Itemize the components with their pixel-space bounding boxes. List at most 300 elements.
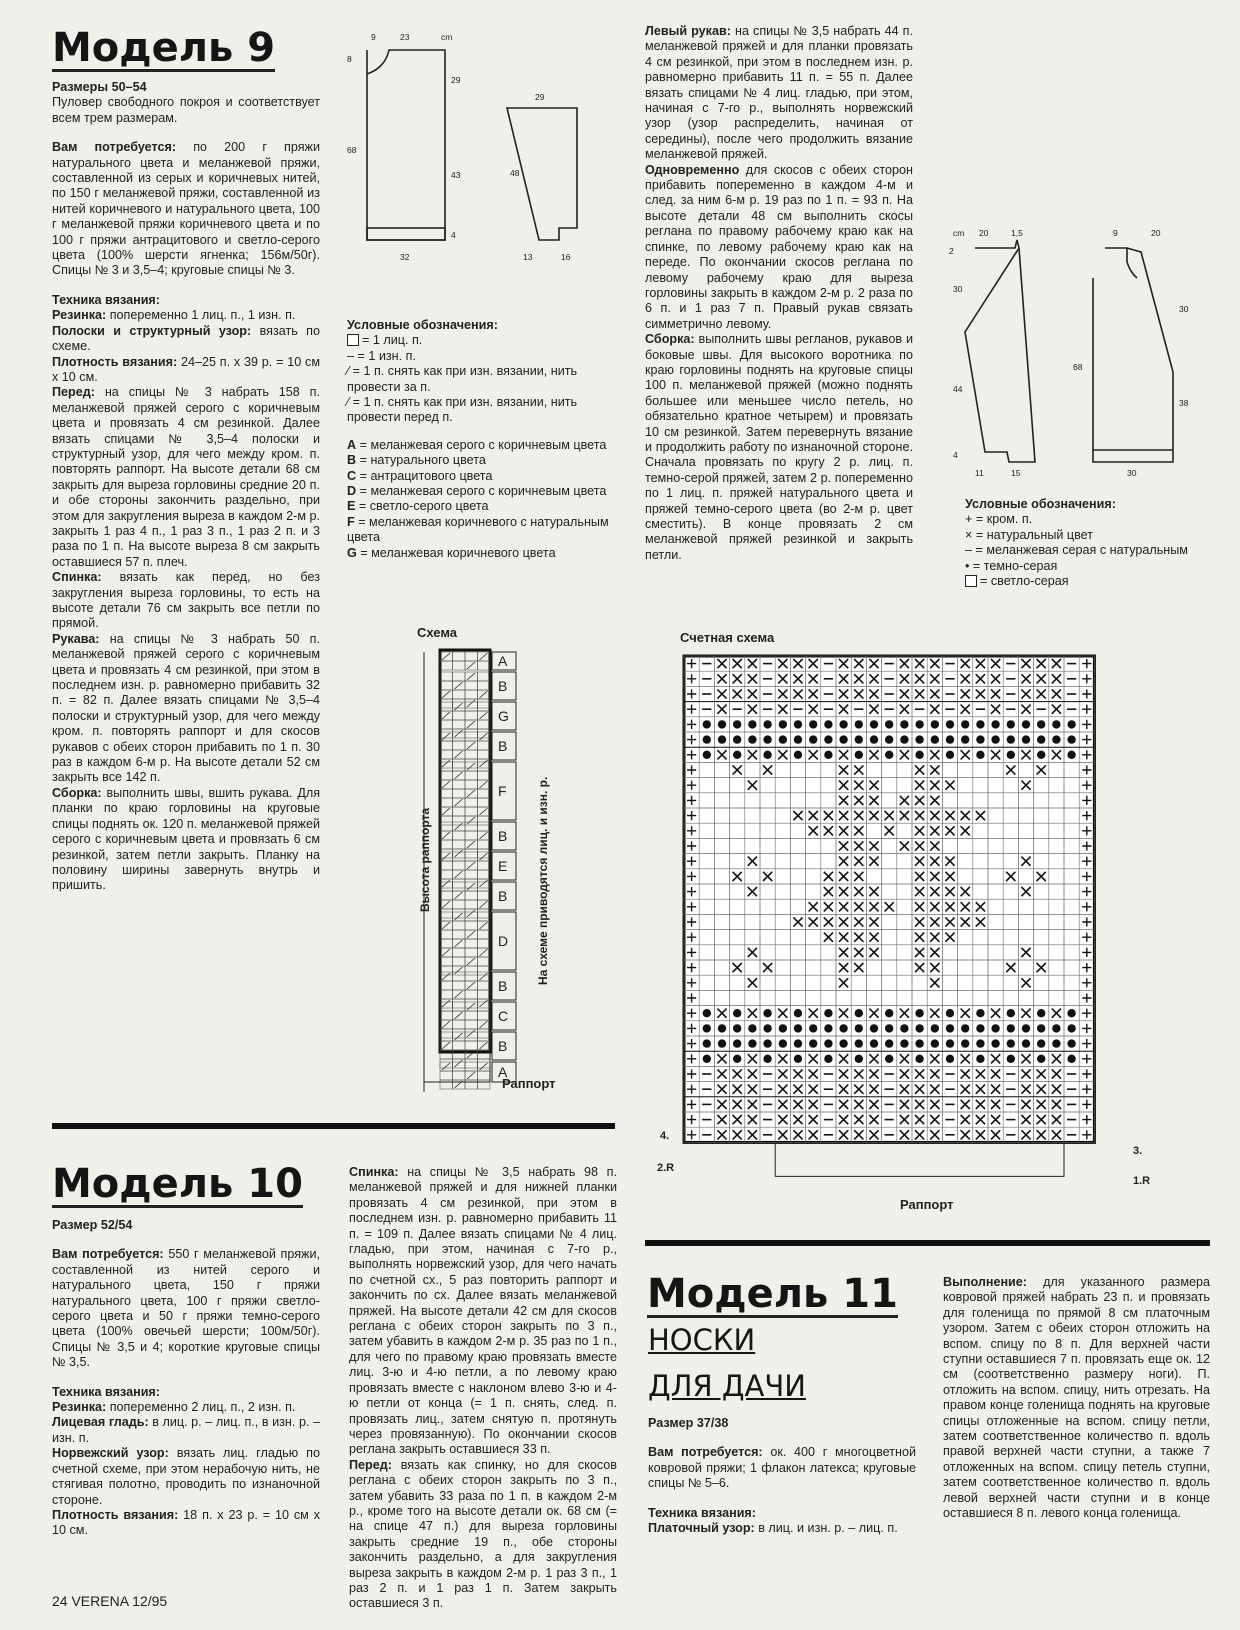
- gauge-text: 24–25 п. х 39 р. = 10 см х 10 см.: [52, 354, 320, 384]
- stripes-label: Полоски и структурный узор:: [52, 323, 252, 338]
- schema-cell: [465, 798, 478, 807]
- dark-gray-stitch-mark: [1037, 1055, 1045, 1063]
- dim-h68: 68: [347, 145, 357, 155]
- sleeve-text: на спицы № 3 набрать 50 п. меланжевой пряжей серого с коричневым цвета и провязать 4 см резинкой, при этом в последнем изн. р. равномерно прибавить 32 п. = 82 п. Далее вязать спицами № 3,5–4 полоски и структурный узор, для чего между кром. п. повторять раппорт и для скосов рукавов с обеих сторон прибавить по 1 п. 30 раз в каждом 6-м р. На высоте детали 52 см закрыть все 142 п.: [52, 631, 320, 785]
- schema-key-label: B: [498, 738, 508, 754]
- model-11-text-col2: [943, 1275, 1210, 1522]
- back-text: вязать как перед, но без закругления выреза горловины, то есть на высоте детали 76 см закрыть все петли по прямой.: [52, 570, 320, 631]
- schema-cell: [453, 1002, 466, 1011]
- schema-cell: [440, 720, 453, 729]
- schema-cell: [440, 861, 453, 870]
- schema-cell: [478, 1032, 491, 1041]
- schema-cell: [453, 957, 466, 966]
- schema-cell: [465, 966, 478, 975]
- dark-gray-stitch-mark: [794, 735, 802, 743]
- dark-gray-stitch-mark: [1067, 720, 1075, 728]
- dark-gray-stitch-mark: [900, 720, 908, 728]
- schema-key-label: A: [498, 1064, 508, 1080]
- dim-20: 20: [979, 228, 989, 238]
- model-10-text-col1: [52, 1218, 320, 1539]
- slip-mark: [467, 1030, 475, 1037]
- need-text: 550 г меланжевой пряжи, составленной из нитей серого и натурального цвета, 150 г пряжи натурального цвета, 100 г пряжи светло-серого цвета и 50 г пряжи темно-серого цвета (100% овечьей шерсти; 100м/50г). Спицы № 3,5 и 4; короткие круговые спицы № 3,5.: [52, 1247, 320, 1370]
- slip-mark: [455, 1033, 463, 1040]
- slip-mark: [455, 751, 463, 758]
- dim-44: 44: [953, 384, 963, 394]
- schema-cell: [453, 711, 466, 720]
- dark-gray-stitch-mark: [976, 1009, 984, 1017]
- legend-item: – = меланжевая серая с натуральным: [965, 543, 1188, 558]
- color-text: = светло-серого цвета: [358, 499, 489, 514]
- schema-cell: [440, 661, 453, 670]
- schema-cell: [478, 672, 491, 681]
- dark-gray-stitch-mark: [885, 1024, 893, 1032]
- color-text: = меланжевая коричневого цвета: [360, 545, 556, 560]
- slip-mark: [467, 1003, 475, 1010]
- schema-key-label: G: [498, 708, 509, 724]
- dark-gray-stitch-mark: [1037, 1039, 1045, 1047]
- schema-cell: [465, 900, 478, 909]
- lsleeve-text: на спицы № 3,5 набрать 44 п. меланжевой пряжей и для планки провязать 4 см резинкой, при этом в последнем изн. р. равномерно прибавить 11 п. = 55 п. Далее вязать спицами № 4 лиц. гладью, при этом, начиная с 7-го р., выполнять норвежский узор (узор распределить, начиная от середины), после чего продолжить вязание меланжевой пряжей.: [645, 24, 913, 162]
- dark-gray-stitch-mark: [703, 1055, 711, 1063]
- schema-cell: [453, 861, 466, 870]
- need-label: Вам потребуется:: [52, 140, 177, 155]
- dark-gray-stitch-mark: [946, 1039, 954, 1047]
- gauge-label: Плотность вязания:: [52, 1507, 179, 1522]
- dark-gray-stitch-mark: [718, 1024, 726, 1032]
- schema-cell: [478, 930, 491, 939]
- legend-title: Условные обозначения:: [347, 318, 498, 332]
- dark-gray-stitch-mark: [855, 1009, 863, 1017]
- slip-mark: [467, 790, 475, 797]
- schema-cell: [440, 909, 453, 918]
- dark-gray-stitch-mark: [870, 735, 878, 743]
- dark-gray-stitch-mark: [915, 735, 923, 743]
- schema-height-label: Высота раппорта: [418, 807, 432, 912]
- legend-item: • = темно-серая: [965, 558, 1058, 573]
- exec-label: Выполнение:: [943, 1275, 1027, 1289]
- front-text: на спицы № 3 набрать 158 п. меланжевой пряжей серого с коричневым цвета и провязать 4 см резинкой. Далее вязать спицами № 3,5–4 полоски и структурный узор, для чего между кром. п. повторять раппорт. На высоте детали 68 см закрыть для выреза горловины средние 20 п. и обе стороны закончить раздельно, при этом для закругления выреза в каждом 2-м р. закрыть 1 раз 4 п., 1 раз 3 п., 1 раз 2 п. и 3 раза по 1 п. На высоте выреза 8 см закрыть оставшиеся 57 п. плеч.: [52, 385, 320, 569]
- tech-label: Техника вязания:: [648, 1505, 756, 1520]
- chart-title: Счетная схема: [680, 630, 775, 645]
- color-key: G: [347, 545, 357, 560]
- schema-cell: [465, 1041, 478, 1050]
- schema-cell: [478, 771, 491, 780]
- legend-item: ⁄ = 1 п. снять как при изн. вязании, нить провести за п.: [347, 364, 578, 394]
- dim-30: 30: [953, 284, 963, 294]
- schema-cell: [478, 661, 491, 670]
- schema-cell: [453, 948, 466, 957]
- slip-mark: [442, 1042, 450, 1049]
- dark-gray-stitch-mark: [1007, 1055, 1015, 1063]
- assembly-label: Сборка:: [645, 332, 695, 347]
- color-key: E: [347, 499, 356, 514]
- body-piece-outline: [367, 50, 445, 240]
- need-text: ок. 400 г многоцветной ковровой пряжи; 1 флакон латекса; круговые спицы № 5–6.: [648, 1445, 917, 1491]
- dim-h43: 43: [451, 170, 461, 180]
- dark-gray-stitch-mark: [915, 720, 923, 728]
- dark-gray-stitch-mark: [824, 1039, 832, 1047]
- dark-gray-stitch-mark: [809, 1039, 817, 1047]
- dark-gray-stitch-mark: [703, 720, 711, 728]
- schema-cell: [440, 750, 453, 759]
- schema-cell: [453, 816, 466, 825]
- dark-gray-stitch-mark: [824, 751, 832, 759]
- color-key: B: [347, 453, 357, 468]
- slip-mark: [442, 973, 450, 980]
- dark-gray-stitch-mark: [855, 1055, 863, 1063]
- slip-mark: [455, 913, 463, 920]
- dark-gray-stitch-mark: [946, 1009, 954, 1017]
- color-text: = антрацитового цвета: [359, 468, 493, 483]
- slip-mark: [480, 808, 488, 815]
- knit-square-icon: [347, 334, 359, 346]
- schema-key-label: B: [498, 978, 508, 994]
- dark-gray-stitch-mark: [839, 1039, 847, 1047]
- schema-cell: [478, 702, 491, 711]
- dark-gray-stitch-mark: [855, 1039, 863, 1047]
- slip-mark: [442, 922, 450, 929]
- dark-gray-stitch-mark: [855, 751, 863, 759]
- schema-cell: [478, 840, 491, 849]
- slip-mark: [442, 949, 450, 956]
- dim-4: 4: [953, 450, 958, 460]
- slip-mark: [455, 991, 463, 998]
- model-9-legend: [347, 318, 615, 561]
- slip-mark: [467, 958, 475, 965]
- schema-cell: [453, 840, 466, 849]
- slip-mark: [480, 691, 488, 698]
- dark-gray-stitch-mark: [1007, 735, 1015, 743]
- dim-2: 2: [949, 246, 954, 256]
- schema-cell: [440, 981, 453, 990]
- slip-mark: [442, 712, 450, 719]
- schema-cell: [453, 882, 466, 891]
- dark-gray-stitch-mark: [748, 735, 756, 743]
- slip-mark: [442, 733, 450, 740]
- slip-mark: [467, 841, 475, 848]
- schema-cell: [478, 891, 491, 900]
- dark-gray-stitch-mark: [946, 735, 954, 743]
- schema-cell: [453, 759, 466, 768]
- dim-30b: 30: [1179, 304, 1189, 314]
- slip-mark: [467, 700, 475, 707]
- schema-cell: [440, 798, 453, 807]
- schema-cell: [465, 729, 478, 738]
- model-10-legend: [965, 497, 1210, 589]
- dark-gray-stitch-mark: [703, 1009, 711, 1017]
- slip-mark: [480, 832, 488, 839]
- slip-mark: [480, 922, 488, 929]
- dark-gray-stitch-mark: [809, 720, 817, 728]
- schema-title: Схема: [417, 625, 458, 640]
- dim-w32: 32: [400, 252, 410, 262]
- gauge-text: 18 п. х 23 р. = 10 см х 10 см.: [52, 1507, 320, 1538]
- assembly-text: выполнить швы, вшить рукава. Для планки по краю горловины на круговые спицы поднять ок. 120 п. меланжевой пряжей серого с коричневым цвета и провязать 6 см резинкой, затем петли закрыть. Планку на половину ширины завернуть внутрь и пришить.: [52, 785, 321, 893]
- schema-key-label: E: [498, 858, 508, 874]
- dark-gray-stitch-mark: [763, 720, 771, 728]
- dark-gray-stitch-mark: [976, 1024, 984, 1032]
- schema-cell: [465, 852, 478, 861]
- dark-gray-stitch-mark: [991, 1024, 999, 1032]
- slip-mark: [480, 1063, 488, 1070]
- schema-cell: [465, 939, 478, 948]
- dark-gray-stitch-mark: [733, 720, 741, 728]
- schema-cell: [453, 741, 466, 750]
- schema-cell: [440, 891, 453, 900]
- schema-cell: [465, 972, 478, 981]
- schema-key-label: D: [498, 933, 509, 949]
- dark-gray-stitch-mark: [748, 1039, 756, 1047]
- dim-30c: 30: [1127, 468, 1137, 478]
- slip-mark: [480, 653, 488, 660]
- model-10-pattern-pieces: [945, 222, 1210, 482]
- slip-mark: [480, 880, 488, 887]
- divider: [52, 1123, 615, 1129]
- dark-gray-stitch-mark: [900, 735, 908, 743]
- schema-band: [440, 652, 490, 670]
- slip-mark: [455, 703, 463, 710]
- schema-cell: [465, 822, 478, 831]
- norw-label: Норвежский узор:: [52, 1446, 169, 1461]
- dark-gray-stitch-mark: [763, 1024, 771, 1032]
- dark-gray-stitch-mark: [703, 751, 711, 759]
- slip-mark: [442, 653, 450, 660]
- dark-gray-stitch-mark: [733, 1009, 741, 1017]
- dim-cm: cm: [441, 32, 453, 42]
- dark-gray-stitch-mark: [824, 735, 832, 743]
- schema-cell: [453, 921, 466, 930]
- schema-cell: [478, 1080, 491, 1089]
- dark-gray-stitch-mark: [885, 1055, 893, 1063]
- rib-text: попеременно 2 лиц. п., 2 изн. п.: [109, 1400, 296, 1415]
- slip-mark: [480, 781, 488, 788]
- dark-gray-stitch-mark: [976, 735, 984, 743]
- gauge-label: Плотность вязания:: [52, 354, 178, 369]
- dark-gray-stitch-mark: [794, 1009, 802, 1017]
- model-10-text-col3: [645, 24, 913, 563]
- dark-gray-stitch-mark: [779, 1039, 787, 1047]
- slip-mark: [480, 1042, 488, 1049]
- schema-cell: [440, 1071, 453, 1080]
- dark-gray-stitch-mark: [1037, 735, 1045, 743]
- schema-band: [440, 1062, 490, 1089]
- schema-cell: [465, 870, 478, 879]
- slip-mark: [480, 973, 488, 980]
- front-label: Перед:: [349, 1457, 392, 1472]
- legend-item: = 1 лиц. п.: [362, 333, 423, 348]
- dark-gray-stitch-mark: [1022, 720, 1030, 728]
- color-key: F: [347, 514, 355, 529]
- model-11-subtitle-2: ДЛЯ ДАЧИ: [648, 1369, 806, 1403]
- slip-mark: [467, 742, 475, 749]
- dark-gray-stitch-mark: [991, 735, 999, 743]
- schema-cell: [440, 912, 453, 921]
- schema-cell: [478, 957, 491, 966]
- schema-cell: [440, 681, 453, 690]
- dark-gray-stitch-mark: [779, 1024, 787, 1032]
- dark-gray-stitch-mark: [718, 735, 726, 743]
- dark-gray-stitch-mark: [915, 1039, 923, 1047]
- dark-gray-stitch-mark: [1037, 1024, 1045, 1032]
- dark-gray-stitch-mark: [1007, 1009, 1015, 1017]
- dark-gray-stitch-mark: [794, 1055, 802, 1063]
- slip-mark: [480, 901, 488, 908]
- neck-curve: [1105, 248, 1137, 278]
- schema-cell: [440, 789, 453, 798]
- slip-mark: [467, 931, 475, 938]
- schema-cell: [478, 1011, 491, 1020]
- tech-label: Техника вязания:: [52, 292, 160, 307]
- slip-mark: [467, 673, 475, 680]
- dark-gray-stitch-mark: [748, 720, 756, 728]
- schema-cell: [440, 939, 453, 948]
- schema-cell: [453, 789, 466, 798]
- slip-mark: [455, 940, 463, 947]
- dark-gray-stitch-mark: [779, 735, 787, 743]
- dark-gray-stitch-mark: [733, 1024, 741, 1032]
- legend-item: = светло-серая: [980, 574, 1069, 589]
- schema-cell: [453, 807, 466, 816]
- dark-gray-stitch-mark: [1022, 1039, 1030, 1047]
- dim-w23: 23: [400, 32, 410, 42]
- schema-key-label: B: [498, 1038, 508, 1054]
- schema-cell: [465, 1020, 478, 1029]
- dark-gray-stitch-mark: [824, 1024, 832, 1032]
- dim-s29: 29: [535, 92, 545, 102]
- back-text: на спицы № 3,5 набрать 98 п. меланжевой пряжей и для нижней планки провязать 4 см резинкой, при этом в последнем изн. р. равномерно прибавить 11 п. = 109 п. Далее вязать спицами № 4 лиц. гладью, при этом, начиная с 7-го р., выполнять норвежский узор, для чего начать по счетной сх., 5 раз повторить раппорт и закончить по сх. Далее вязать меланжевой пряжей. На высоте детали 42 см для скосов реглана с обеих сторон закрыть по 3 п., затем убавить в каждом 2-м р. 35 раз по 1 п., для чего по правому краю провязать вместе лиц. 3-ю и 4-ю петли, а по левому краю провязать вместе с наклоном влево 3-ю и 4-ю петли от конца (= 1 п. снять, след. п. провязать лиц., затем снятую п. протянуть через провязанную). По окончании скосов реглана закрыть оставшиеся 33 п.: [349, 1165, 617, 1457]
- color-key: C: [347, 468, 357, 483]
- simult-text: для скосов с обеих сторон прибавить попеременно в каждом 4-м и след. за ним 6-м р. 19 раз по 1 п. = 93 п. На высоте детали 48 см выполнить скосы реглана по правому рабочему краю как на спинке, по левому рабочему краю как на переде. По окончании скосов реглана по левому рабочему краю для выреза горловины закрыть в каждом 2-м р. 2 раза по 6 п. и 1 раз 7 п. Правый рукав связать симметрично левому.: [645, 162, 914, 331]
- back-label: Спинка:: [349, 1165, 399, 1179]
- sleeve-piece-outline: [965, 240, 1035, 462]
- simult-label: Одновременно: [645, 162, 740, 177]
- schema-cell: [440, 1080, 453, 1089]
- chart-rapport-bracket: [775, 1142, 1064, 1176]
- row-label-4: 4.: [660, 1130, 670, 1142]
- dark-gray-stitch-mark: [1022, 735, 1030, 743]
- divider: [645, 1240, 1210, 1246]
- dark-gray-stitch-mark: [1052, 1024, 1060, 1032]
- assembly-text: выполнить швы регланов, рукавов и боковые швы. Для высокого воротника по краю горловины поднять на круговые спицы 100 п. меланжевой пряжей (можно поднять большее или меньшее число петель, но обязательно кратное четырем) и провязать 10 см резинкой. Затем перевернуть вязание и продолжить работу по изнаночной стороне. Сначала провязать по кругу 2 р. лиц. п. темно-серой пряжей, затем 2 р. попеременно по 1 лиц. п. пряжей натурального цвета и пряжей темно-серого цвета (во 2-м р. цвет сместить). В конце провязать 2 см меланжевой пряжей резинкой и закрыть петли.: [645, 332, 913, 562]
- dark-gray-stitch-mark: [1067, 1039, 1075, 1047]
- dim-h4: 4: [451, 230, 456, 240]
- row-label-2r: 2.R: [657, 1162, 675, 1174]
- color-text: = меланжевая коричневого с натуральным цвета: [347, 514, 609, 545]
- dark-gray-stitch-mark: [931, 720, 939, 728]
- schema-cell: [478, 816, 491, 825]
- schema-key-label: B: [498, 828, 508, 844]
- schema-cell: [478, 939, 491, 948]
- schema-cell: [478, 750, 491, 759]
- schema-key-label: C: [498, 1008, 509, 1024]
- schema-cell: [478, 1029, 491, 1038]
- schema-cell: [440, 966, 453, 975]
- dark-gray-stitch-mark: [779, 720, 787, 728]
- dim-cm: cm: [953, 228, 965, 238]
- schema-key-label: B: [498, 678, 508, 694]
- dark-gray-stitch-mark: [763, 735, 771, 743]
- schema-cell: [465, 891, 478, 900]
- schema-cell: [465, 948, 478, 957]
- light-gray-square-icon: [965, 575, 977, 587]
- slip-mark: [467, 817, 475, 824]
- color-text: = меланжевая серого с коричневым цвета: [359, 484, 607, 499]
- slip-mark: [467, 982, 475, 989]
- dark-gray-stitch-mark: [824, 1055, 832, 1063]
- slip-mark: [442, 1000, 450, 1007]
- dark-gray-stitch-mark: [855, 735, 863, 743]
- slip-mark: [455, 871, 463, 878]
- schema-cell: [465, 1011, 478, 1020]
- schema-cell: [478, 699, 491, 708]
- slip-mark: [442, 832, 450, 839]
- schema-cell: [440, 957, 453, 966]
- dark-gray-stitch-mark: [885, 1009, 893, 1017]
- schema-cell: [478, 990, 491, 999]
- dark-gray-stitch-mark: [946, 751, 954, 759]
- slip-mark: [442, 901, 450, 908]
- dark-gray-stitch-mark: [703, 735, 711, 743]
- dark-gray-stitch-mark: [703, 1039, 711, 1047]
- dark-gray-stitch-mark: [733, 1039, 741, 1047]
- dark-gray-stitch-mark: [733, 735, 741, 743]
- slip-mark: [455, 772, 463, 779]
- dark-gray-stitch-mark: [809, 1024, 817, 1032]
- slip-mark: [467, 721, 475, 728]
- dark-gray-stitch-mark: [1067, 1024, 1075, 1032]
- schema-cell: [478, 1071, 491, 1080]
- dark-gray-stitch-mark: [976, 720, 984, 728]
- schema-cell: [453, 720, 466, 729]
- schema-cell: [440, 672, 453, 681]
- tech-label: Техника вязания:: [52, 1384, 160, 1399]
- schema-cell: [440, 870, 453, 879]
- dark-gray-stitch-mark: [1052, 735, 1060, 743]
- schema-cell: [478, 741, 491, 750]
- schema-cell: [453, 981, 466, 990]
- slip-mark: [455, 1012, 463, 1019]
- dark-gray-stitch-mark: [855, 720, 863, 728]
- schema-cell: [440, 699, 453, 708]
- schema-rapport-label: Раппорт: [502, 1076, 556, 1091]
- dim-38: 38: [1179, 398, 1189, 408]
- dark-gray-stitch-mark: [703, 1024, 711, 1032]
- dark-gray-stitch-mark: [885, 751, 893, 759]
- dark-gray-stitch-mark: [870, 720, 878, 728]
- dark-gray-stitch-mark: [885, 1039, 893, 1047]
- dark-gray-stitch-mark: [946, 720, 954, 728]
- schema-cell: [465, 921, 478, 930]
- dark-gray-stitch-mark: [839, 720, 847, 728]
- schema-cell: [465, 681, 478, 690]
- dark-gray-stitch-mark: [718, 1039, 726, 1047]
- dim-s13: 13: [523, 252, 533, 262]
- schema-cell: [465, 831, 478, 840]
- dark-gray-stitch-mark: [855, 1024, 863, 1032]
- dark-gray-stitch-mark: [946, 1055, 954, 1063]
- dark-gray-stitch-mark: [961, 720, 969, 728]
- dark-gray-stitch-mark: [1007, 1024, 1015, 1032]
- model-11-title: Модель 11: [647, 1271, 898, 1317]
- color-key: A: [347, 437, 357, 452]
- slip-mark: [455, 1060, 463, 1067]
- slip-mark: [467, 862, 475, 869]
- schema-cell: [478, 912, 491, 921]
- dim-w9: 9: [371, 32, 376, 42]
- dark-gray-stitch-mark: [1067, 751, 1075, 759]
- legend-item: + = кром. п.: [965, 512, 1033, 527]
- dim-s16: 16: [561, 252, 571, 262]
